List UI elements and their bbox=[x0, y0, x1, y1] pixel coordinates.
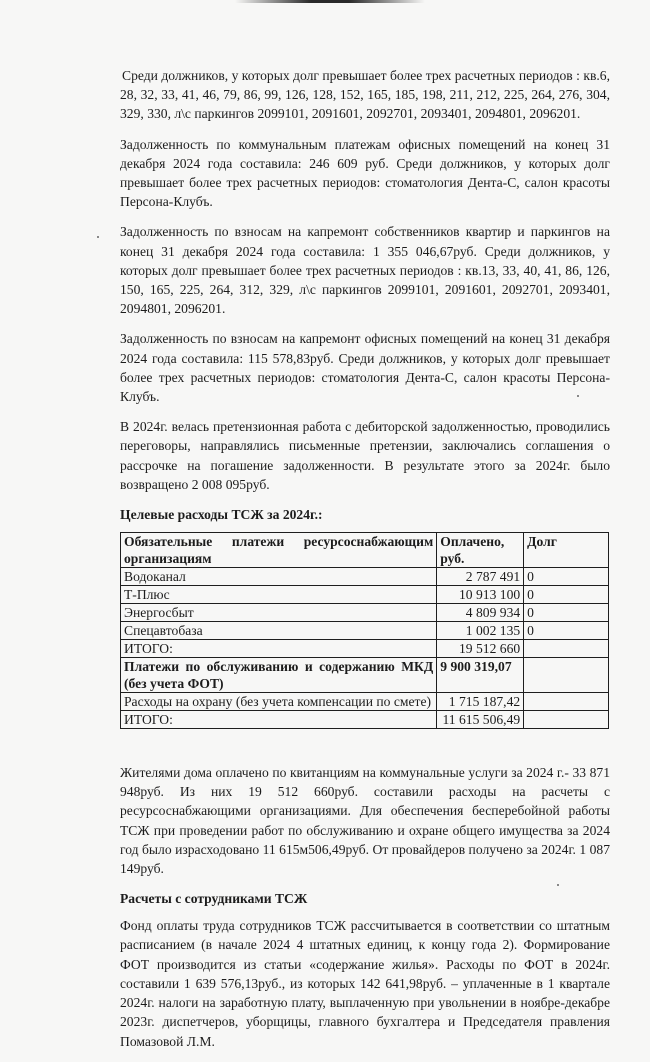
expenses-table bbox=[120, 532, 609, 729]
cell-debt bbox=[524, 711, 609, 729]
scan-speck bbox=[97, 236, 99, 238]
cell-debt bbox=[524, 640, 609, 658]
cell-name: Платежи по обслуживанию и содержанию МКД (без учета ФОТ) bbox=[121, 658, 437, 693]
cell-debt: 0 bbox=[524, 568, 609, 586]
table-row bbox=[121, 604, 609, 622]
cell-name: Энергосбыт bbox=[121, 604, 437, 622]
cell-paid: 4 809 934 bbox=[437, 604, 524, 622]
cell-name: Спецавтобаза bbox=[121, 622, 437, 640]
cell-debt bbox=[524, 693, 609, 711]
cell-debt: 0 bbox=[524, 586, 609, 604]
paragraph-payroll-fund: Фонд оплаты труда сотрудников ТСЖ рассчитывается в соответствии со штатным расписанием (в начале 2024 4 штатных единиц, к концу года 2). Формирование ФОТ производится из статьи «содержание жилья». Расходы по ФОТ в 2024г. составили 1 639 576,13руб., из которых 142 641,98руб. – уплаченные в 1 квартале 2024г. налоги на заработную плату, выплаченную при увольнении в ноябре-декабре 2023г. диспетчеров, уборщицы, главного бухгалтера и Председателя правления Помазовой Л.М. bbox=[120, 918, 610, 1049]
heading-staff-settlements: Расчеты с сотрудниками ТСЖ bbox=[120, 891, 308, 907]
table-row-total bbox=[121, 711, 609, 729]
document-page bbox=[120, 66, 610, 1062]
paragraph-capital-repair-debt-apartments: Задолженность по взносам на капремонт собственников квартир и паркингов на конец 31 декабря 2024 года составила: 1 355 046,67руб. Среди должников, у которых долг превышает более трех расчетных периодов : кв.13, 33, 40, 41, 86, 126, 150, 165, 225, 264, 312, 329, л\с паркингов 2099101, 2091601, 2092701, 2093401, 2094801, 2096201. bbox=[120, 224, 610, 317]
cell-debt: 0 bbox=[524, 622, 609, 640]
cell-paid: 9 900 319,07 bbox=[437, 658, 524, 693]
paragraph-capital-repair-debt-offices: Задолженность по взносам на капремонт офисных помещений на конец 31 декабря 2024 года составила: 115 578,83руб. Среди должников, у которых долг превышает более трех расчетных периодов: стоматология Дента-С, салон красоты Персона-Клубъ. bbox=[120, 331, 610, 405]
scan-speck bbox=[557, 884, 559, 886]
table-row-maintenance bbox=[121, 658, 609, 693]
cell-name: Водоканал bbox=[121, 568, 437, 586]
table-row-total bbox=[121, 640, 609, 658]
cell-name: Расходы на охрану (без учета компенсации по смете) bbox=[121, 693, 437, 711]
cell-debt: 0 bbox=[524, 604, 609, 622]
cell-name: Т-Плюс bbox=[121, 586, 437, 604]
cell-name: ИТОГО: bbox=[121, 640, 437, 658]
table-row bbox=[121, 568, 609, 586]
cell-paid: 10 913 100 bbox=[437, 586, 524, 604]
cell-debt bbox=[524, 658, 609, 693]
table-row bbox=[121, 622, 609, 640]
cell-paid: 11 615 506,49 bbox=[437, 711, 524, 729]
cell-paid: 2 787 491 bbox=[437, 568, 524, 586]
cell-paid: 1 715 187,42 bbox=[437, 693, 524, 711]
heading-target-expenses: Целевые расходы ТСЖ за 2024г.: bbox=[120, 507, 323, 523]
paragraph-office-utility-debt: Задолженность по коммунальным платежам офисных помещений на конец 31 декабря 2024 года составила: 246 609 руб. Среди должников, у которых долг превышает более трех расчетных периодов: стоматология Дента-С, салон красоты Персона-Клубъ. bbox=[120, 136, 610, 210]
table-header-row bbox=[121, 533, 609, 568]
cell-paid: 19 512 660 bbox=[437, 640, 524, 658]
scan-speck bbox=[577, 395, 579, 397]
paragraph-apartment-debtors: Среди должников, у которых долг превышает более трех расчетных периодов : кв.6, 28, 32, 33, 41, 46, 79, 86, 99, 126, 128, 152, 165, 185, 198, 211, 212, 225, 264, 276, 304, 329, 330, л\с паркингов 2099101, 2091601, 2092701, 2093401, 2094801, 2096201. bbox=[120, 68, 610, 122]
header-cell-paid: Оплачено, руб. bbox=[437, 533, 524, 568]
header-cell-payments: Обязательные платежи ресурсоснабжающим организациям bbox=[121, 533, 437, 568]
cell-name: ИТОГО: bbox=[121, 711, 437, 729]
paragraph-residents-payments: Жителями дома оплачено по квитанциям на коммунальные услуги за 2024 г.- 33 871 948руб. Из них 19 512 660руб. составили расходы на расчеты с ресурсоснабжающими организациями. Для обеспечения бесперебойной работы ТСЖ при проведении работ по обслуживанию и охране общего имущества за 2024 год было израсходовано 11 615м506,49руб. От провайдеров получено за 2024г. 1 087 149руб. bbox=[120, 765, 610, 877]
header-cell-debt: Долг bbox=[524, 533, 609, 568]
paragraph-claims-work: В 2024г. велась претензионная работа с дебиторской задолженностью, проводились переговоры, направлялись письменные претензии, заключались соглашения о рассрочке на погашение задолженности. В результате этого за 2024г. было возвращено 2 008 095руб. bbox=[120, 419, 610, 492]
table-row bbox=[121, 586, 609, 604]
table-row bbox=[121, 693, 609, 711]
scan-edge-mark bbox=[235, 0, 425, 3]
cell-paid: 1 002 135 bbox=[437, 622, 524, 640]
